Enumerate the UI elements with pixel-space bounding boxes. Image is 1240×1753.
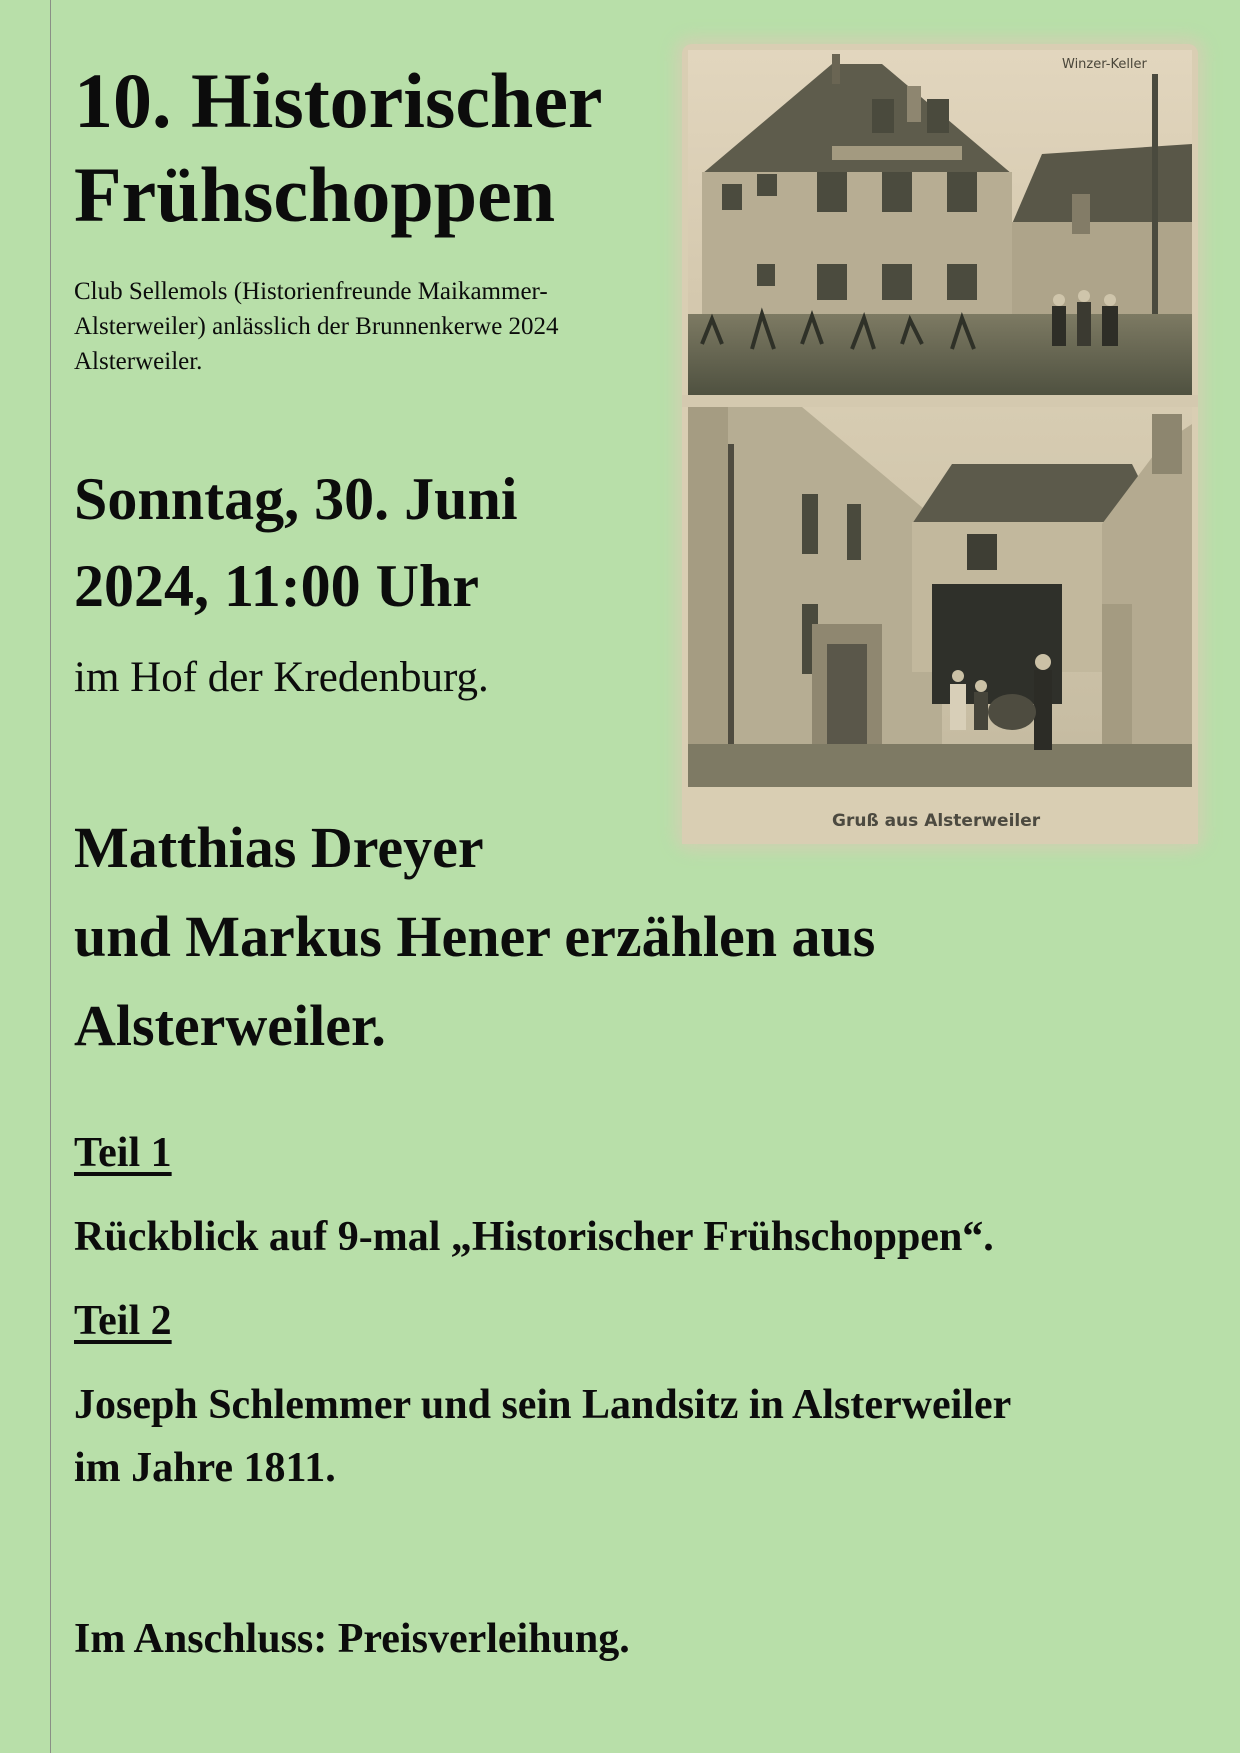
part-2-text — [74, 1374, 1194, 1500]
event-venue: im Hof der Kredenburg. — [74, 654, 489, 701]
postcard-sign: Winzer-Keller — [1062, 57, 1147, 72]
closing-note: Im Anschluss: Preisverleihung. — [74, 1616, 630, 1662]
speakers-heading — [74, 803, 1194, 1070]
page-title — [74, 54, 674, 242]
organizer-text: Club Sellemols (Historienfreunde Maikammer-Alsterweiler) anlässlich der Brunnenkerwe 2024 Alsterweiler. — [74, 278, 559, 375]
speakers-line-1: Matthias Dreyer — [74, 815, 484, 880]
date-line-2: 2024, 11:00 Uhr — [74, 553, 479, 619]
part-2-line-1: Joseph Schlemmer und sein Landsitz in Alsterweiler — [74, 1382, 1012, 1428]
event-date — [74, 456, 674, 630]
postcard-illustration — [682, 44, 1198, 844]
speakers-line-2: und Markus Hener erzählen aus — [74, 904, 876, 969]
part-1-heading: Teil 1 — [74, 1130, 172, 1176]
part-2-line-2: im Jahre 1811. — [74, 1445, 336, 1491]
postcard-image — [682, 44, 1198, 844]
part-1-text: Rückblick auf 9-mal „Historischer Frühschoppen“. — [74, 1214, 994, 1260]
postcard-caption: Gruß aus Alsterweiler — [832, 811, 1041, 831]
date-line-1: Sonntag, 30. Juni — [74, 466, 518, 532]
title-line-2: Frühschoppen — [74, 151, 556, 238]
margin-rule — [50, 0, 51, 1753]
title-line-1: 10. Historischer — [74, 57, 603, 144]
speakers-line-3: Alsterweiler. — [74, 993, 386, 1058]
part-2-heading: Teil 2 — [74, 1298, 172, 1344]
